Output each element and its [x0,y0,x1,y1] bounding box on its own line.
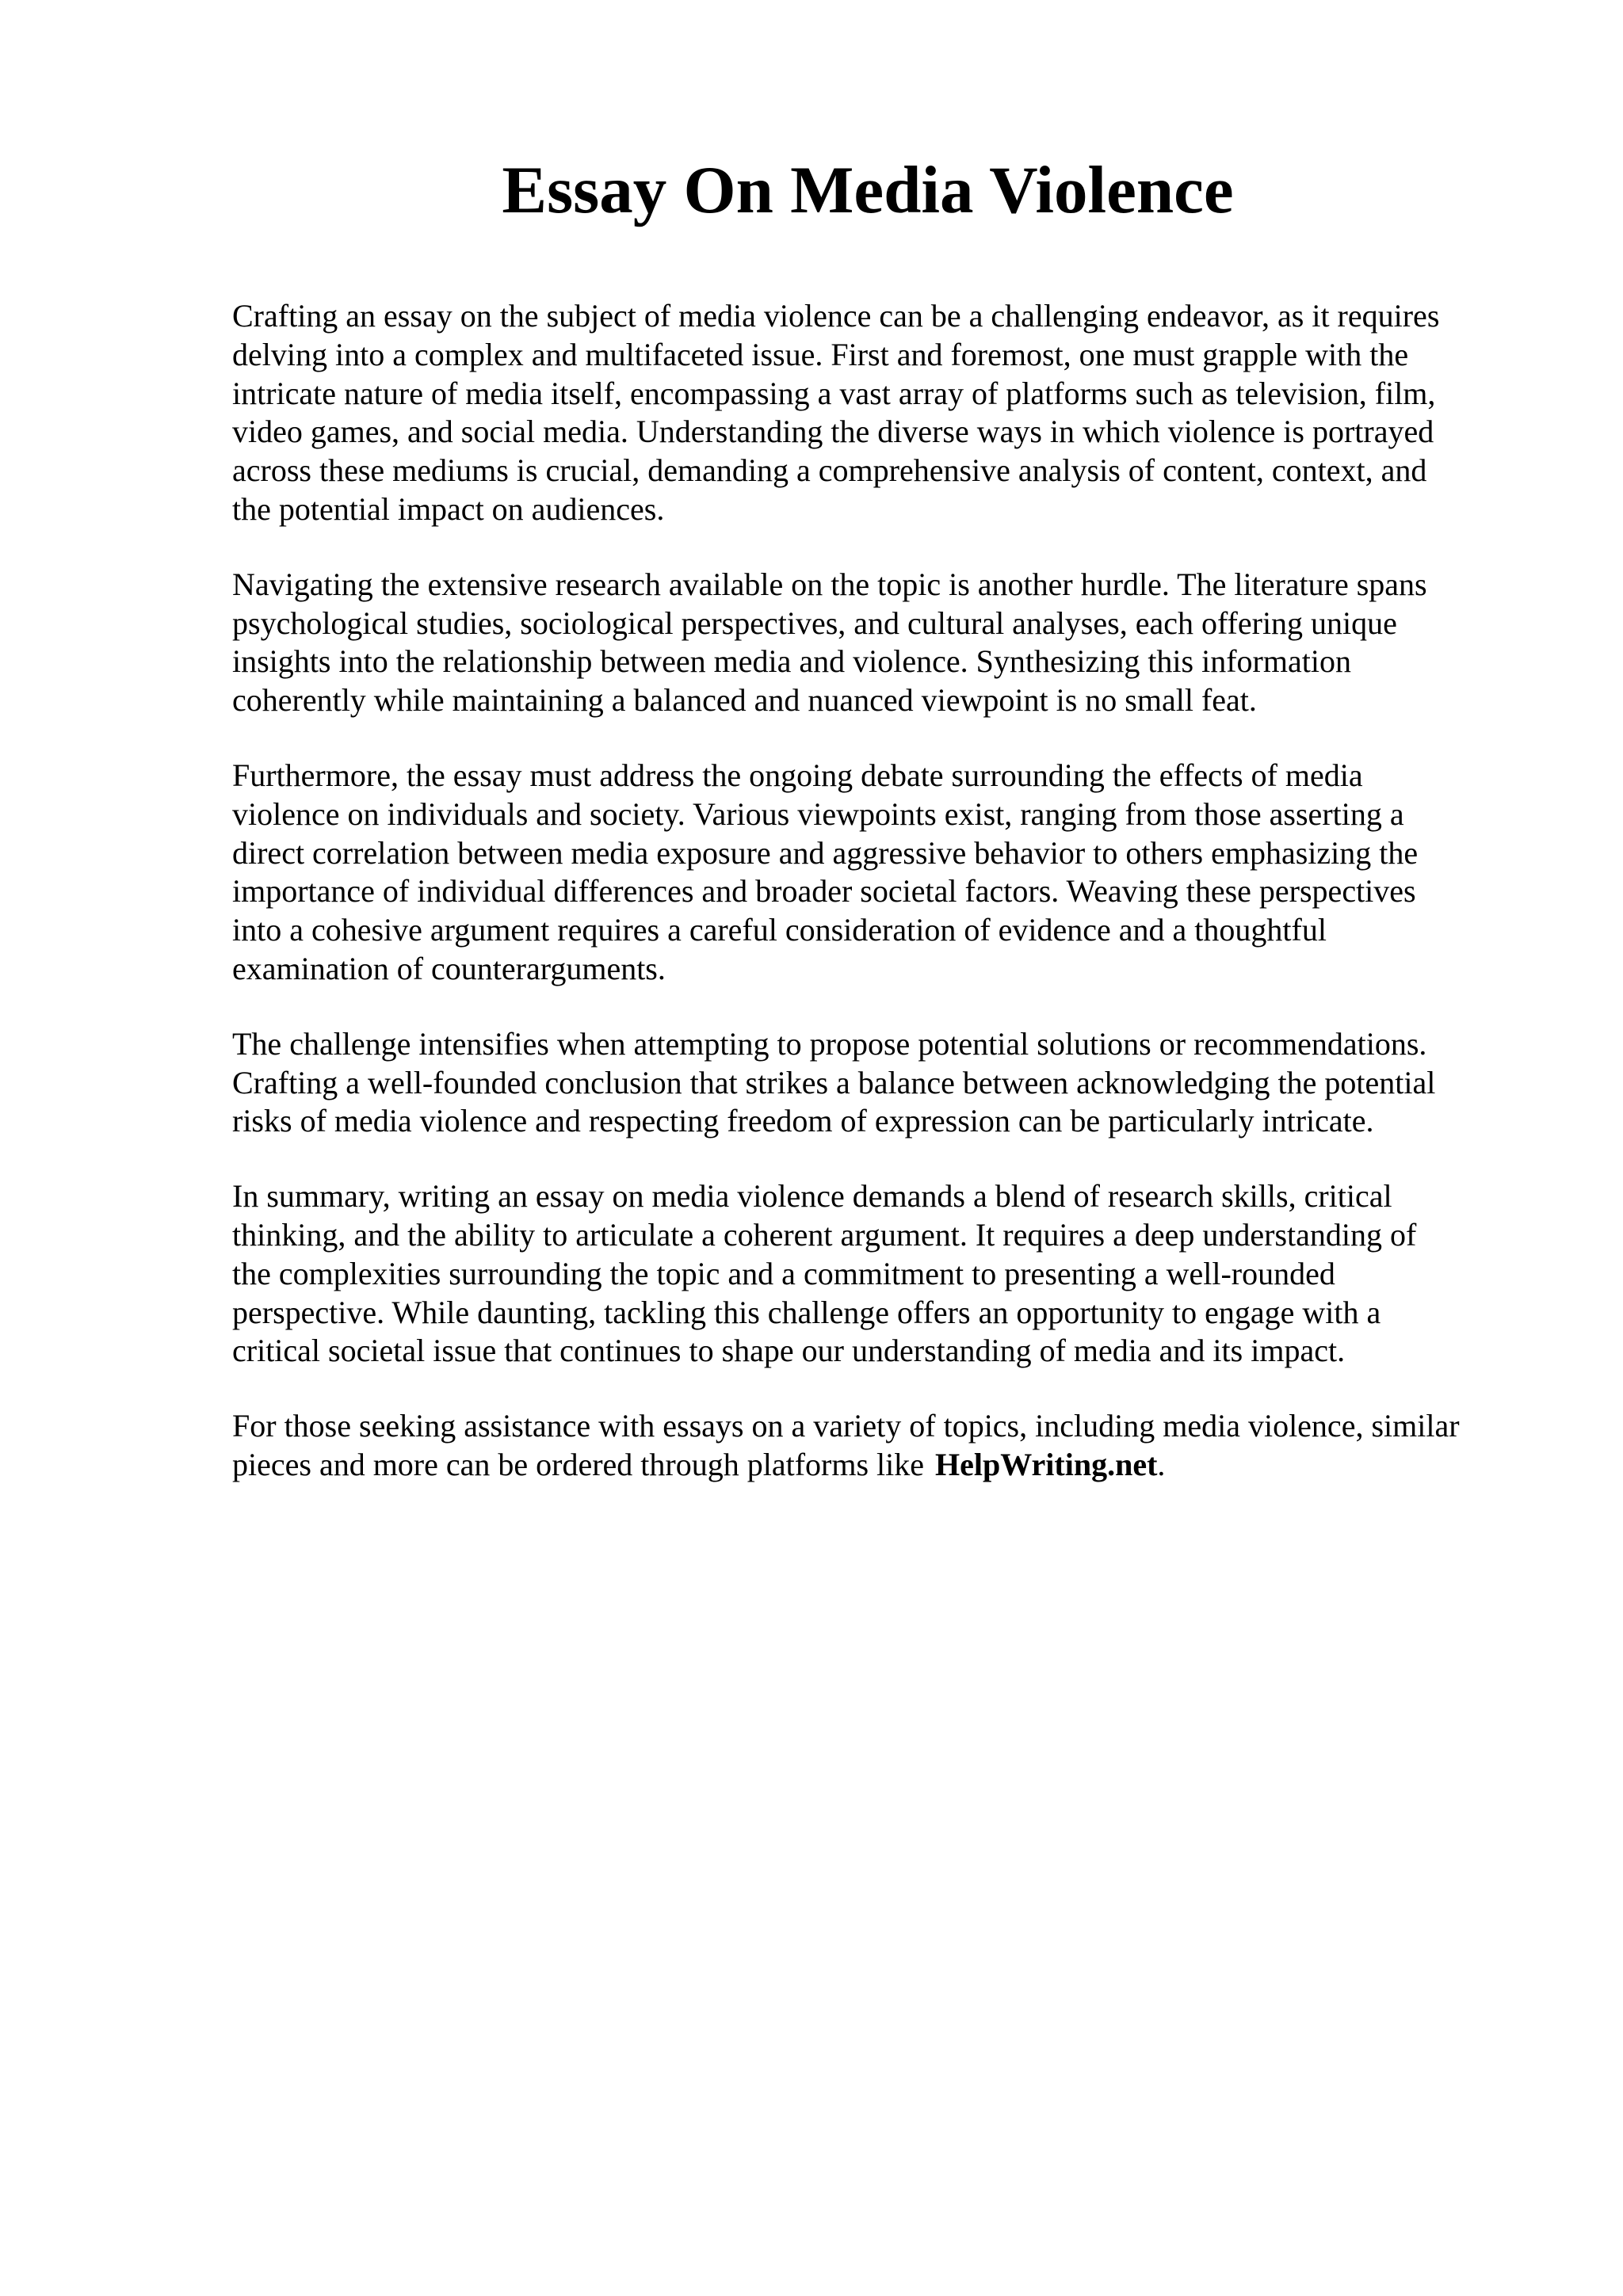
text-line: For those seeking assistance with essays on a variety of topics, including media violence, similar [232,1408,1460,1444]
text-line: perspective. While daunting, tackling this challenge offers an opportunity to engage with a [232,1294,1381,1330]
text-line: insights into the relationship between media and violence. Synthesizing this information [232,643,1351,680]
text-line: direct correlation between media exposure and aggressive behavior to others emphasizing the [232,834,1419,871]
paragraph-1 [232,297,1532,529]
text-line: In summary, writing an essay on media violence demands a blend of research skills, critical [232,1178,1392,1215]
text-line-with-link [232,1446,1532,1485]
text-line: critical societal issue that continues to shape our understanding of media and its impact. [232,1333,1346,1369]
text-line: The challenge intensifies when attempting to propose potential solutions or recommendations. [232,1025,1427,1062]
text-line: delving into a complex and multifaceted issue. First and foremost, one must grapple with the [232,336,1409,372]
page-title: Essay On Media Violence [502,153,1234,227]
paragraph-2 [232,566,1532,720]
text-line: coherently while maintaining a balanced and nuanced viewpoint is no small feat. [232,682,1257,719]
text-line: intricate nature of media itself, encompassing a vast array of platforms such as television, film, [232,375,1436,411]
closing-prefix: pieces and more can be ordered through platforms like [232,1446,925,1482]
text-line: the potential impact on audiences. [232,490,665,527]
text-line: risks of media violence and respecting freedom of expression can be particularly intricate. [232,1103,1374,1139]
text-line: into a cohesive argument requires a careful consideration of evidence and a thoughtful [232,912,1327,948]
paragraph-5 [232,1177,1532,1371]
closing-suffix: . [1157,1446,1166,1482]
text-line: Navigating the extensive research available on the topic is another hurdle. The literature spans [232,566,1427,602]
paragraph-3 [232,757,1532,989]
text-line: Crafting a well-founded conclusion that strikes a balance between acknowledging the potential [232,1064,1436,1100]
paragraph-4 [232,1025,1532,1141]
text-line: Crafting an essay on the subject of media violence can be a challenging endeavor, as it requires [232,298,1440,334]
text-line: video games, and social media. Understanding the diverse ways in which violence is portrayed [232,414,1434,450]
text-line: thinking, and the ability to articulate a coherent argument. It requires a deep understanding of [232,1216,1417,1253]
text-line: across these mediums is crucial, demanding a comprehensive analysis of content, context, and [232,452,1427,489]
text-line: examination of counterarguments. [232,950,666,986]
essay-body [232,297,1532,1521]
text-line: the complexities surrounding the topic and a commitment to presenting a well-rounded [232,1255,1335,1291]
text-line: psychological studies, sociological perspectives, and cultural analyses, each offering unique [232,605,1397,641]
helpwriting-link[interactable]: HelpWriting.net [935,1446,1158,1482]
text-line: importance of individual differences and broader societal factors. Weaving these perspectives [232,873,1416,910]
text-line: Furthermore, the essay must address the ongoing debate surrounding the effects of media [232,757,1363,793]
paragraph-closing [232,1407,1532,1485]
text-line: violence on individuals and society. Various viewpoints exist, ranging from those asserting a [232,795,1404,832]
